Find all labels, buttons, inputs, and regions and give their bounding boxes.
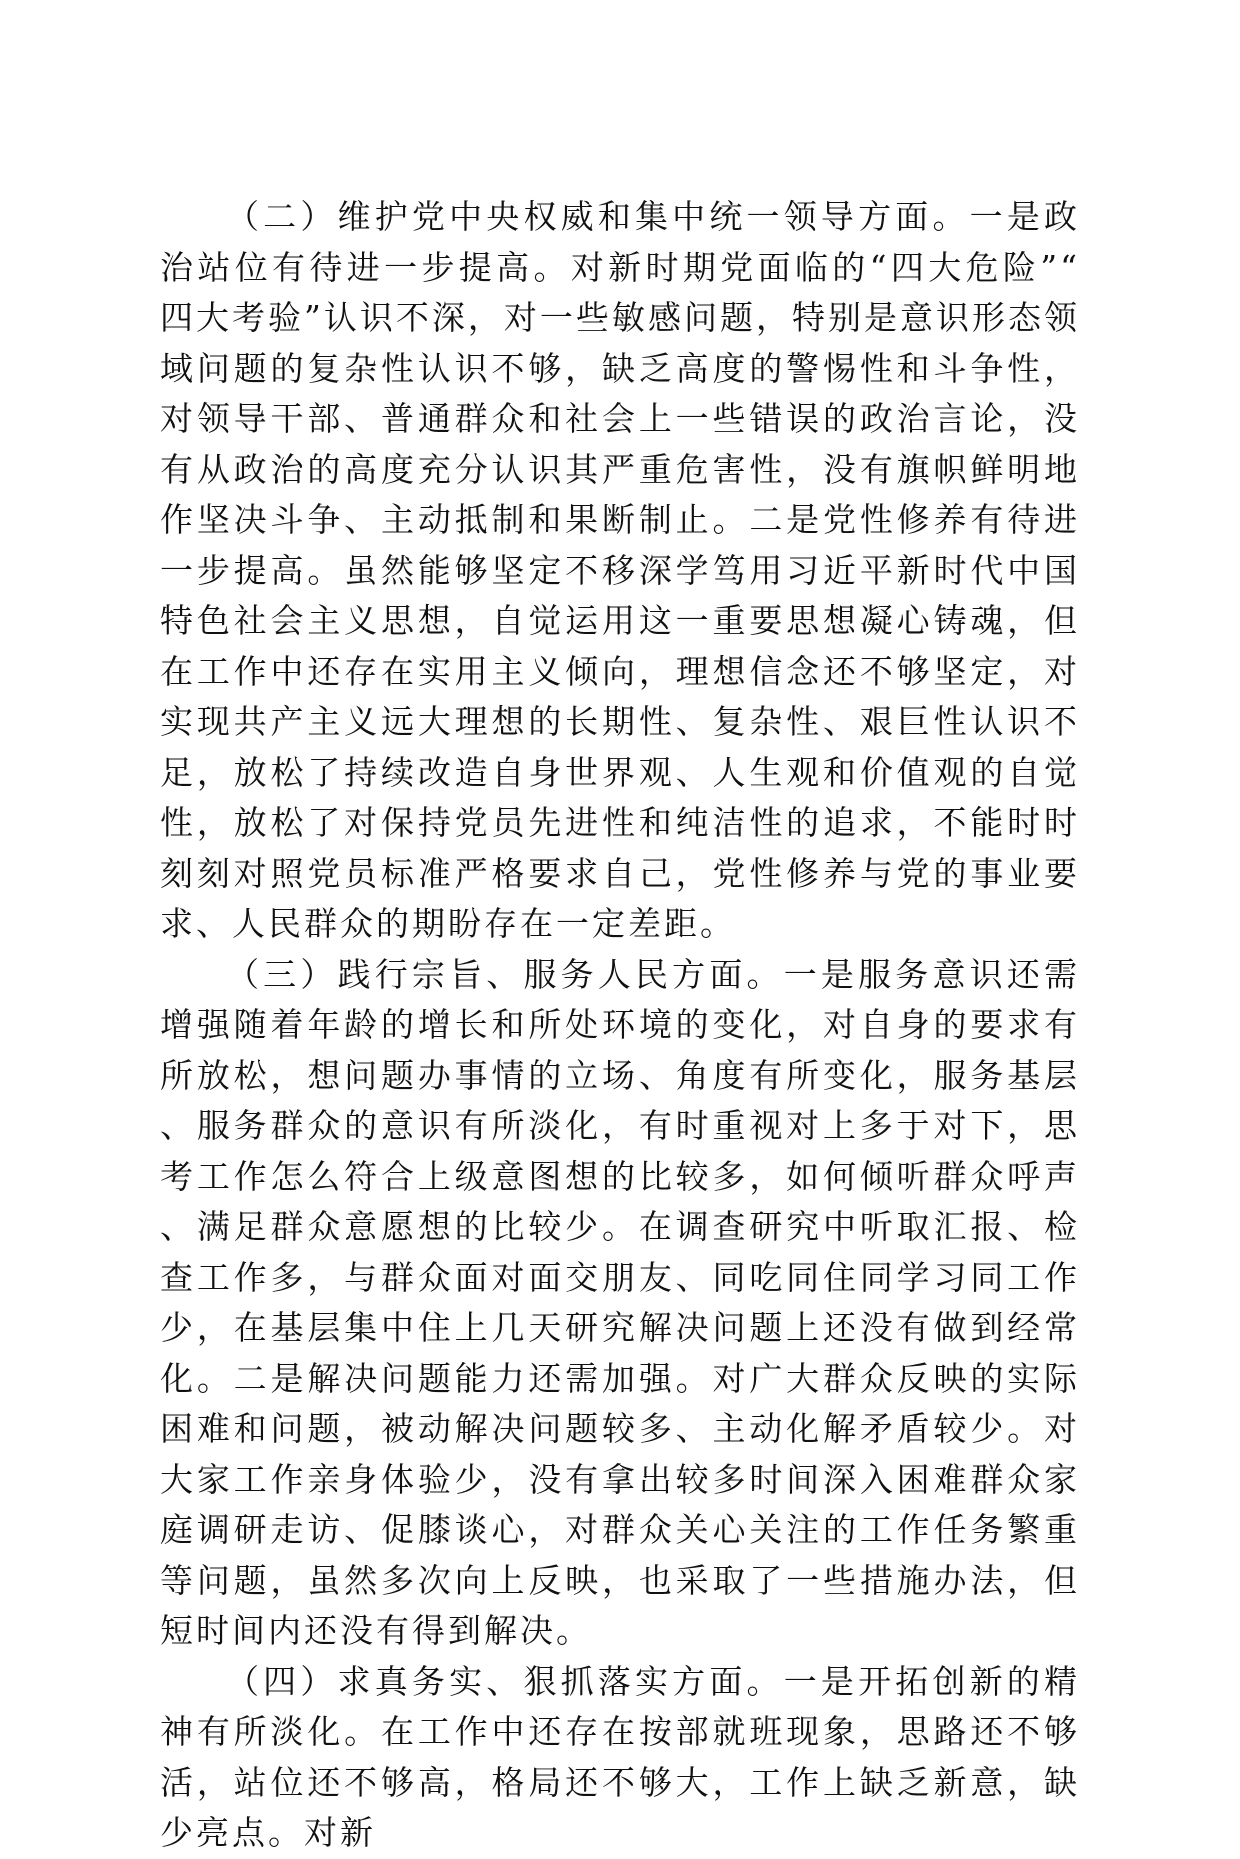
paragraph-section-2: （二）维护党中央权威和集中统一领导方面。一是政治站位有待进一步提高。对新时期党面临的“四大危险”“四大考验”认识不深，对一些敏感问题，特别是意识形态领域问题的复杂性认识不够，缺乏高度的警惕性和斗争性，对领导干部、普通群众和社会上一些错误的政治言论，没有从政治的高度充分认识其严重危害性，没有旗帜鲜明地作坚决斗争、主动抵制和果断制止。二是党性修养有待进一步提高。虽然能够坚定不移深学笃用习近平新时代中国特色社会主义思想，自觉运用这一重要思想凝心铸魂，但在工作中还存在实用主义倾向，理想信念还不够坚定，对实现共产主义远大理想的长期性、复杂性、艰巨性认识不足，放松了持续改造自身世界观、人生观和价值观的自觉性，放松了对保持党员先进性和纯洁性的追求，不能时时刻刻对照党员标准严格要求自己，党性修养与党的事业要求、人民群众的期盼存在一定差距。 — [160, 197, 1080, 943]
paragraph-section-4: （四）求真务实、狠抓落实方面。一是开拓创新的精神有所淡化。在工作中还存在按部就班现象，思路还不够活，站位还不够高，格局还不够大，工作上缺乏新意，缺少亮点。对新 — [160, 1661, 1080, 1852]
document-body — [160, 192, 1080, 1859]
paragraph-section-3: （三）践行宗旨、服务人民方面。一是服务意识还需增强随着年龄的增长和所处环境的变化，对自身的要求有所放松，想问题办事情的立场、角度有所变化，服务基层、服务群众的意识有所淡化，有时重视对上多于对下，思考工作怎么符合上级意图想的比较多，如何倾听群众呼声、满足群众意愿想的比较少。在调查研究中听取汇报、检查工作多，与群众面对面交朋友、同吃同住同学习同工作少，在基层集中住上几天研究解决问题上还没有做到经常化。二是解决问题能力还需加强。对广大群众反映的实际困难和问题，被动解决问题较多、主动化解矛盾较少。对大家工作亲身体验少，没有拿出较多时间深入困难群众家庭调研走访、促膝谈心，对群众关心关注的工作任务繁重等问题，虽然多次向上反映，也采取了一些措施办法，但短时间内还没有得到解决。 — [160, 954, 1080, 1650]
